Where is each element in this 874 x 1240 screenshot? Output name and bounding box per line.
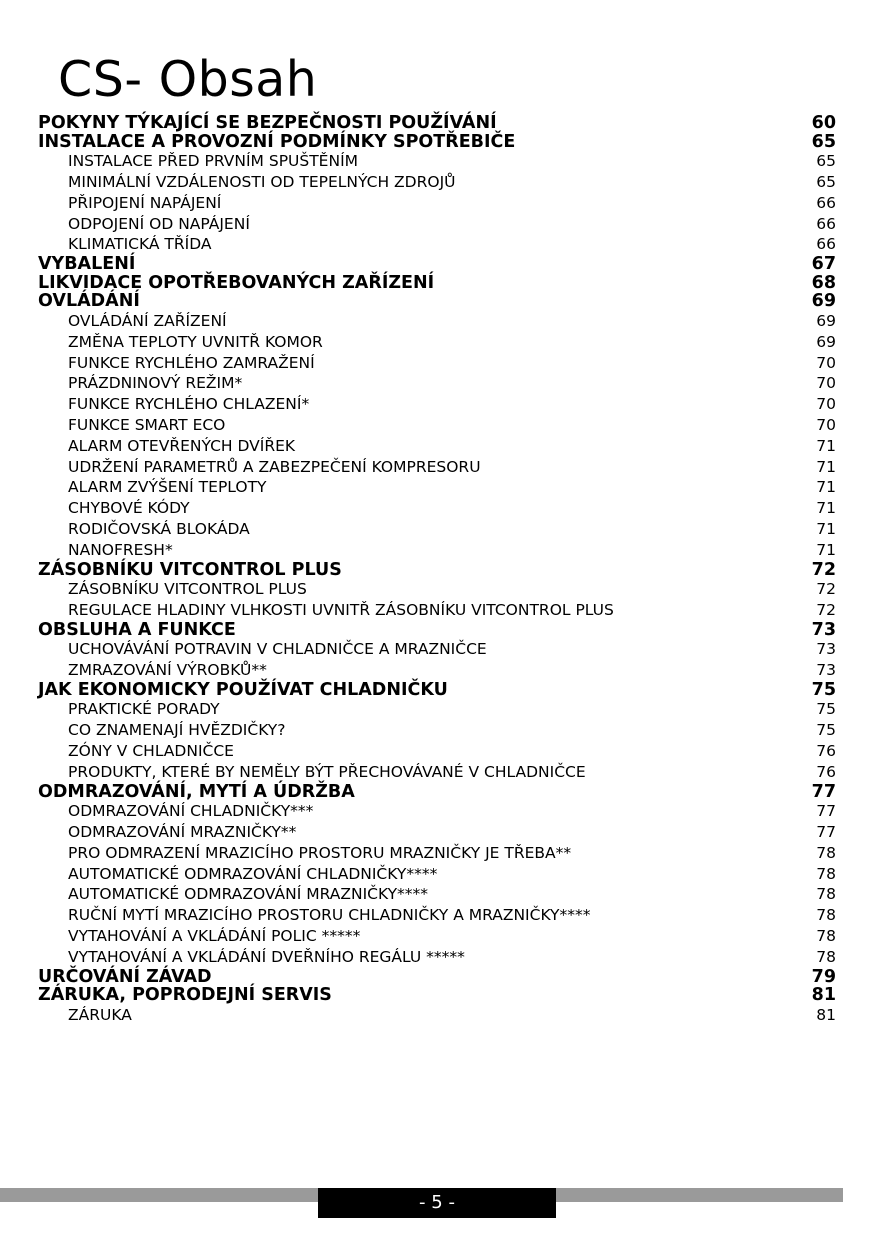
page-number: - 5 - bbox=[318, 1188, 556, 1218]
toc-entry-page: 70 bbox=[816, 415, 836, 434]
toc-entry-page: 65 bbox=[811, 131, 836, 152]
toc-entry-page: 78 bbox=[816, 885, 836, 904]
toc-entry-label: ZÓNY V CHLADNIČCE bbox=[68, 742, 234, 761]
toc-entry-label: ODMRAZOVÁNÍ MRAZNIČKY** bbox=[68, 823, 297, 842]
toc-section-row bbox=[38, 741, 836, 762]
toc-section-row bbox=[38, 660, 836, 681]
toc-entry-label: OVLÁDÁNÍ ZAŘÍZENÍ bbox=[68, 311, 227, 330]
toc-entry-label: ZÁSOBNÍKU VITCONTROL PLUS bbox=[68, 580, 307, 599]
toc-entry-page: 70 bbox=[816, 374, 836, 393]
toc-entry-page: 69 bbox=[816, 311, 836, 330]
toc-entry-page: 67 bbox=[811, 254, 836, 275]
toc-chapter-row bbox=[38, 292, 836, 311]
toc-entry-label: PRODUKTY, KTERÉ BY NEMĚLY BÝT PŘECHOVÁVANÉ V CHLADNIČCE bbox=[68, 762, 586, 781]
toc-entry-label: JAK EKONOMICKY POUŽÍVAT CHLADNIČKU bbox=[38, 679, 448, 700]
toc-entry-label: FUNKCE SMART ECO bbox=[68, 415, 226, 434]
toc-entry-page: 78 bbox=[816, 864, 836, 883]
toc-entry-page: 60 bbox=[811, 113, 836, 133]
toc-entry-label: VYTAHOVÁNÍ A VKLÁDÁNÍ POLIC ***** bbox=[68, 927, 361, 946]
toc-section-row bbox=[38, 884, 836, 905]
toc-entry-page: 69 bbox=[816, 332, 836, 351]
toc-section-row bbox=[38, 498, 836, 519]
toc-chapter-row bbox=[38, 255, 836, 274]
toc-entry-label: FUNKCE RYCHLÉHO CHLAZENÍ* bbox=[68, 395, 310, 414]
toc-entry-page: 81 bbox=[816, 1005, 836, 1024]
toc-section-row bbox=[38, 151, 836, 172]
toc-section-row bbox=[38, 332, 836, 353]
toc-entry-page: 70 bbox=[816, 395, 836, 414]
toc-entry-page: 76 bbox=[816, 762, 836, 781]
toc-entry-page: 75 bbox=[816, 721, 836, 740]
toc-entry-label: LIKVIDACE OPOTŘEBOVANÝCH ZAŘÍZENÍ bbox=[38, 272, 435, 293]
toc-entry-label: ALARM ZVÝŠENÍ TEPLOTY bbox=[68, 478, 267, 497]
toc-chapter-row bbox=[38, 986, 836, 1005]
toc-entry-page: 78 bbox=[816, 843, 836, 862]
toc-section-row bbox=[38, 720, 836, 741]
toc-section-row bbox=[38, 843, 836, 864]
toc-entry-label: URČOVÁNÍ ZÁVAD bbox=[38, 966, 212, 987]
toc-section-row bbox=[38, 762, 836, 783]
toc-entry-label: MINIMÁLNÍ VZDÁLENOSTI OD TEPELNÝCH ZDROJŮ bbox=[68, 172, 456, 191]
toc-chapter-row bbox=[38, 783, 836, 802]
toc-entry-label: ODMRAZOVÁNÍ, MYTÍ A ÚDRŽBA bbox=[38, 781, 355, 802]
toc-chapter-row bbox=[38, 274, 836, 293]
toc-entry-page: 77 bbox=[811, 781, 836, 802]
toc-section-row bbox=[38, 394, 836, 415]
toc-entry-label: OBSLUHA A FUNKCE bbox=[38, 619, 236, 640]
toc-entry-label: AUTOMATICKÉ ODMRAZOVÁNÍ MRAZNIČKY**** bbox=[68, 885, 429, 904]
toc-chapter-row bbox=[38, 681, 836, 700]
toc-entry-page: 71 bbox=[816, 540, 836, 559]
toc-entry-page: 73 bbox=[816, 640, 836, 659]
toc-entry-label: CO ZNAMENAJÍ HVĚZDIČKY? bbox=[68, 721, 286, 740]
toc-entry-page: 71 bbox=[816, 436, 836, 455]
toc-section-row bbox=[38, 639, 836, 660]
toc-entry-page: 75 bbox=[811, 679, 836, 700]
toc-entry-label: AUTOMATICKÉ ODMRAZOVÁNÍ CHLADNIČKY**** bbox=[68, 864, 438, 883]
toc-entry-page: 71 bbox=[816, 457, 836, 476]
toc-entry-label: UDRŽENÍ PARAMETRŮ A ZABEZPEČENÍ KOMPRESORU bbox=[68, 457, 481, 476]
toc-entry-label: RUČNÍ MYTÍ MRAZICÍHO PROSTORU CHLADNIČKY A MRAZNIČKY**** bbox=[68, 906, 591, 925]
toc-section-row bbox=[38, 477, 836, 498]
toc-chapter-row bbox=[38, 561, 836, 580]
toc-section-row bbox=[38, 234, 836, 255]
toc-section-row bbox=[38, 1005, 836, 1026]
toc-entry-page: 73 bbox=[816, 661, 836, 680]
toc-entry-label: REGULACE HLADINY VLHKOSTI UVNITŘ ZÁSOBNÍKU VITCONTROL PLUS bbox=[68, 600, 614, 619]
toc-entry-label: PRÁZDNINOVÝ REŽIM* bbox=[68, 374, 243, 393]
toc-entry-label: PŘIPOJENÍ NAPÁJENÍ bbox=[68, 193, 222, 212]
toc-section-row bbox=[38, 540, 836, 561]
toc-entry-label: PRO ODMRAZENÍ MRAZICÍHO PROSTORU MRAZNIČKY JE TŘEBA** bbox=[68, 843, 572, 862]
toc-section-row bbox=[38, 926, 836, 947]
toc-section-row bbox=[38, 415, 836, 436]
toc-section-row bbox=[38, 905, 836, 926]
page-title: CS- Obsah bbox=[58, 51, 318, 108]
toc-section-row bbox=[38, 519, 836, 540]
toc-chapter-row bbox=[38, 968, 836, 987]
toc-entry-page: 69 bbox=[811, 291, 836, 312]
toc-entry-page: 66 bbox=[816, 235, 836, 254]
toc-section-row bbox=[38, 436, 836, 457]
toc-chapter-row bbox=[38, 133, 836, 152]
toc-entry-page: 71 bbox=[816, 478, 836, 497]
toc-entry-label: VYBALENÍ bbox=[38, 254, 136, 275]
toc-entry-page: 76 bbox=[816, 742, 836, 761]
toc-chapter-row bbox=[38, 114, 836, 133]
toc-entry-label: RODIČOVSKÁ BLOKÁDA bbox=[68, 519, 250, 538]
toc-section-row bbox=[38, 579, 836, 600]
toc-entry-label: ZÁRUKA bbox=[68, 1005, 132, 1024]
toc-section-row bbox=[38, 822, 836, 843]
toc-section-row bbox=[38, 457, 836, 478]
toc-entry-page: 77 bbox=[816, 823, 836, 842]
toc-entry-page: 72 bbox=[816, 600, 836, 619]
toc-entry-page: 72 bbox=[811, 559, 836, 580]
toc-entry-page: 78 bbox=[816, 906, 836, 925]
toc-section-row bbox=[38, 864, 836, 885]
toc-entry-page: 81 bbox=[811, 985, 836, 1006]
toc-entry-label: ZMĚNA TEPLOTY UVNITŘ KOMOR bbox=[68, 332, 323, 351]
toc-entry-page: 66 bbox=[816, 214, 836, 233]
toc-entry-label: UCHOVÁVÁNÍ POTRAVIN V CHLADNIČCE A MRAZNIČCE bbox=[68, 640, 487, 659]
toc-entry-label: INSTALACE A PROVOZNÍ PODMÍNKY SPOTŘEBIČE bbox=[38, 131, 516, 152]
toc-entry-label: ALARM OTEVŘENÝCH DVÍŘEK bbox=[68, 436, 296, 455]
toc-entry-label: PRAKTICKÉ PORADY bbox=[68, 700, 220, 719]
toc-section-row bbox=[38, 193, 836, 214]
toc-entry-label: ODPOJENÍ OD NAPÁJENÍ bbox=[68, 214, 250, 233]
toc-entry-page: 71 bbox=[816, 499, 836, 518]
toc-section-row bbox=[38, 214, 836, 235]
toc-entry-label: POKYNY TÝKAJÍCÍ SE BEZPEČNOSTI POUŽÍVÁNÍ bbox=[38, 113, 497, 133]
toc-section-row bbox=[38, 699, 836, 720]
toc-section-row bbox=[38, 600, 836, 621]
toc-entry-page: 73 bbox=[811, 619, 836, 640]
toc-entry-page: 75 bbox=[816, 700, 836, 719]
toc-section-row bbox=[38, 311, 836, 332]
toc-entry-page: 77 bbox=[816, 802, 836, 821]
toc-entry-label: ODMRAZOVÁNÍ CHLADNIČKY*** bbox=[68, 802, 314, 821]
toc-entry-page: 70 bbox=[816, 353, 836, 372]
toc-entry-page: 78 bbox=[816, 927, 836, 946]
toc-entry-label: OVLÁDÁNÍ bbox=[38, 291, 140, 312]
toc-section-row bbox=[38, 172, 836, 193]
table-of-contents bbox=[38, 114, 836, 1026]
toc-entry-label: INSTALACE PŘED PRVNÍM SPUŠTĚNÍM bbox=[68, 152, 359, 171]
toc-entry-label: KLIMATICKÁ TŘÍDA bbox=[68, 235, 212, 254]
toc-section-row bbox=[38, 373, 836, 394]
toc-entry-label: CHYBOVÉ KÓDY bbox=[68, 499, 190, 518]
toc-entry-page: 78 bbox=[816, 947, 836, 966]
toc-entry-label: ZÁRUKA, POPRODEJNÍ SERVIS bbox=[38, 985, 332, 1006]
toc-entry-page: 72 bbox=[816, 580, 836, 599]
toc-section-row bbox=[38, 801, 836, 822]
toc-entry-label: FUNKCE RYCHLÉHO ZAMRAŽENÍ bbox=[68, 353, 315, 372]
toc-entry-page: 66 bbox=[816, 193, 836, 212]
toc-entry-page: 71 bbox=[816, 519, 836, 538]
toc-entry-page: 79 bbox=[811, 966, 836, 987]
toc-entry-label: ZMRAZOVÁNÍ VÝROBKŮ** bbox=[68, 661, 267, 680]
toc-chapter-row bbox=[38, 621, 836, 640]
toc-entry-page: 65 bbox=[816, 172, 836, 191]
toc-entry-page: 65 bbox=[816, 152, 836, 171]
toc-section-row bbox=[38, 947, 836, 968]
toc-entry-label: NANOFRESH* bbox=[68, 540, 173, 559]
toc-entry-label: VYTAHOVÁNÍ A VKLÁDÁNÍ DVEŘNÍHO REGÁLU ***** bbox=[68, 947, 465, 966]
toc-entry-page: 68 bbox=[811, 272, 836, 293]
toc-entry-label: ZÁSOBNÍKU VITCONTROL PLUS bbox=[38, 559, 342, 580]
toc-section-row bbox=[38, 353, 836, 374]
